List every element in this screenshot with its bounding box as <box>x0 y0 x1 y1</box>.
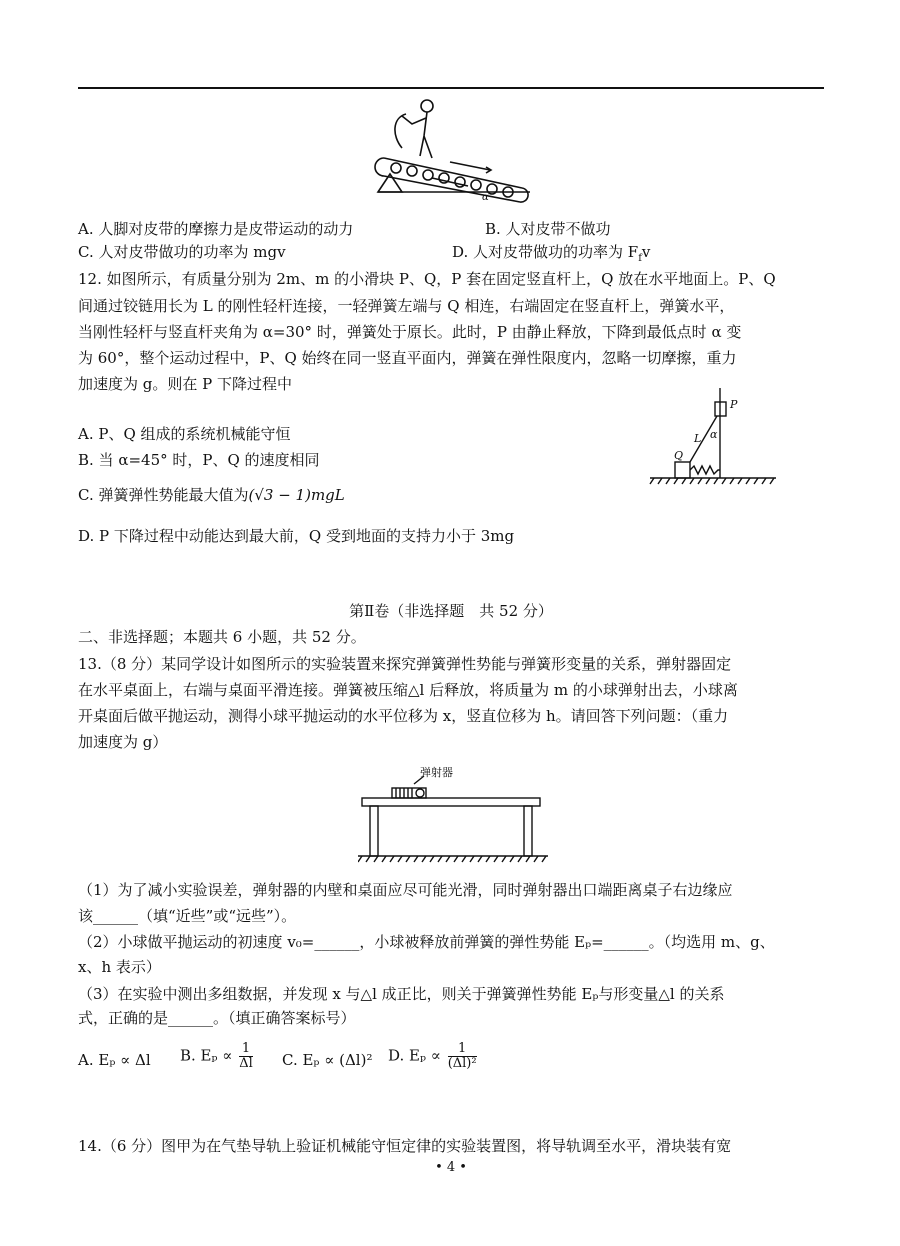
q13-part2-line-1: （2）小球做平抛运动的初速度 v₀=______，小球被释放前弹簧的弹性势能 Eₚ=______。（均选用 m、g、 <box>78 933 775 951</box>
launcher-label: 弹射器 <box>420 766 453 779</box>
launcher-table-figure <box>358 762 548 866</box>
q13-option-c: C. Eₚ ∝ (Δl)² <box>282 1051 373 1069</box>
page-number: • 4 • <box>435 1160 467 1175</box>
label-q: Q <box>674 449 684 462</box>
q11-option-c: C. 人对皮带做功的功率为 mgv <box>78 243 286 261</box>
figure-angle-label: α <box>482 192 489 203</box>
q12-line-4: 为 60°，整个运动过程中，P、Q 始终在同一竖直平面内，弹簧在弹性限度内，忽略一切摩擦，重力 <box>78 349 737 367</box>
q13-line-2: 在水平桌面上，右端与桌面平滑连接。弹簧被压缩△l 后释放，将质量为 m 的小球弹射出去，小球离 <box>78 681 738 699</box>
q11-option-d: D. 人对皮带做功的功率为 $F_fv$ <box>452 243 651 264</box>
q11-option-a: A. 人脚对皮带的摩擦力是皮带运动的动力 <box>78 220 354 238</box>
q13-part1-line-2: 该______（填“近些”或“远些”）。 <box>78 907 297 925</box>
q13-line-4: 加速度为 g） <box>78 733 168 751</box>
label-p: P <box>730 398 738 411</box>
q12-option-a: A. P、Q 组成的系统机械能守恒 <box>78 425 291 443</box>
q13-line-1: 13.（8 分）某同学设计如图所示的实验装置来探究弹簧弹性势能与弹簧形变量的关系，弹射器固定 <box>78 655 732 673</box>
q13-option-d: D. Eₚ ∝ $\frac{1}{\text{(Δl)²}}$ <box>388 1041 477 1071</box>
label-l: L <box>694 432 702 445</box>
section-intro: 二、非选择题；本题共 6 小题，共 52 分。 <box>78 628 366 646</box>
q12-line-2: 间通过铰链用长为 L 的刚性轻杆连接，一轻弹簧左端与 Q 相连，右端固定在竖直杆上，弹簧水平， <box>78 297 735 315</box>
q13-part1-line-1: （1）为了减小实验误差，弹射器的内壁和桌面应尽可能光滑，同时弹射器出口端距离桌子右边缘应 <box>78 881 733 899</box>
option-c-formula: (√3 − 1)mgL <box>248 486 345 504</box>
q12-line-3: 当刚性轻杆与竖直杆夹角为 α=30° 时，弹簧处于原长。此时，P 由静止释放，下降到最低点时 α 变 <box>78 323 742 341</box>
q12-line-5: 加速度为 g。则在 P 下降过程中 <box>78 375 293 393</box>
q11-option-b: B. 人对皮带不做功 <box>485 220 611 238</box>
q12-option-c: C. 弹簧弹性势能最大值为(√3 − 1)mgL <box>78 486 345 504</box>
q13-option-a: A. Eₚ ∝ Δl <box>78 1051 151 1069</box>
q12-option-d: D. P 下降过程中动能达到最大前，Q 受到地面的支持力小于 3mg <box>78 527 515 545</box>
q12-option-b: B. 当 α=45° 时，P、Q 的速度相同 <box>78 451 320 469</box>
treadmill-figure <box>372 96 537 206</box>
q13-part3-line-1: （3）在实验中测出多组数据，并发现 x 与△l 成正比，则关于弹簧弹性势能 Eₚ与形变量△l 的关系 <box>78 985 725 1003</box>
section-title: 第Ⅱ卷（非选择题 共 52 分） <box>349 602 553 620</box>
q13-option-b: B. Eₚ ∝ $\frac{1}{\Delta l}$ <box>180 1041 253 1071</box>
q12-line-1: 12. 如图所示，有质量分别为 2m、m 的小滑块 P、Q，P 套在固定竖直杆上，Q 放在水平地面上。P、Q <box>78 270 776 288</box>
rod-spring-figure <box>648 386 778 492</box>
q13-line-3: 开桌面后做平抛运动，测得小球平抛运动的水平位移为 x，竖直位移为 h。请回答下列问题：（重力 <box>78 707 729 725</box>
q13-part3-line-2: 式，正确的是______。（填正确答案标号） <box>78 1009 356 1027</box>
q13-part2-line-2: x、h 表示） <box>78 958 161 976</box>
header-rule <box>78 87 824 89</box>
q14-line-1: 14.（6 分）图甲为在气垫导轨上验证机械能守恒定律的实验装置图，将导轨调至水平，滑块装有宽 <box>78 1137 732 1155</box>
label-alpha: α <box>710 428 718 441</box>
